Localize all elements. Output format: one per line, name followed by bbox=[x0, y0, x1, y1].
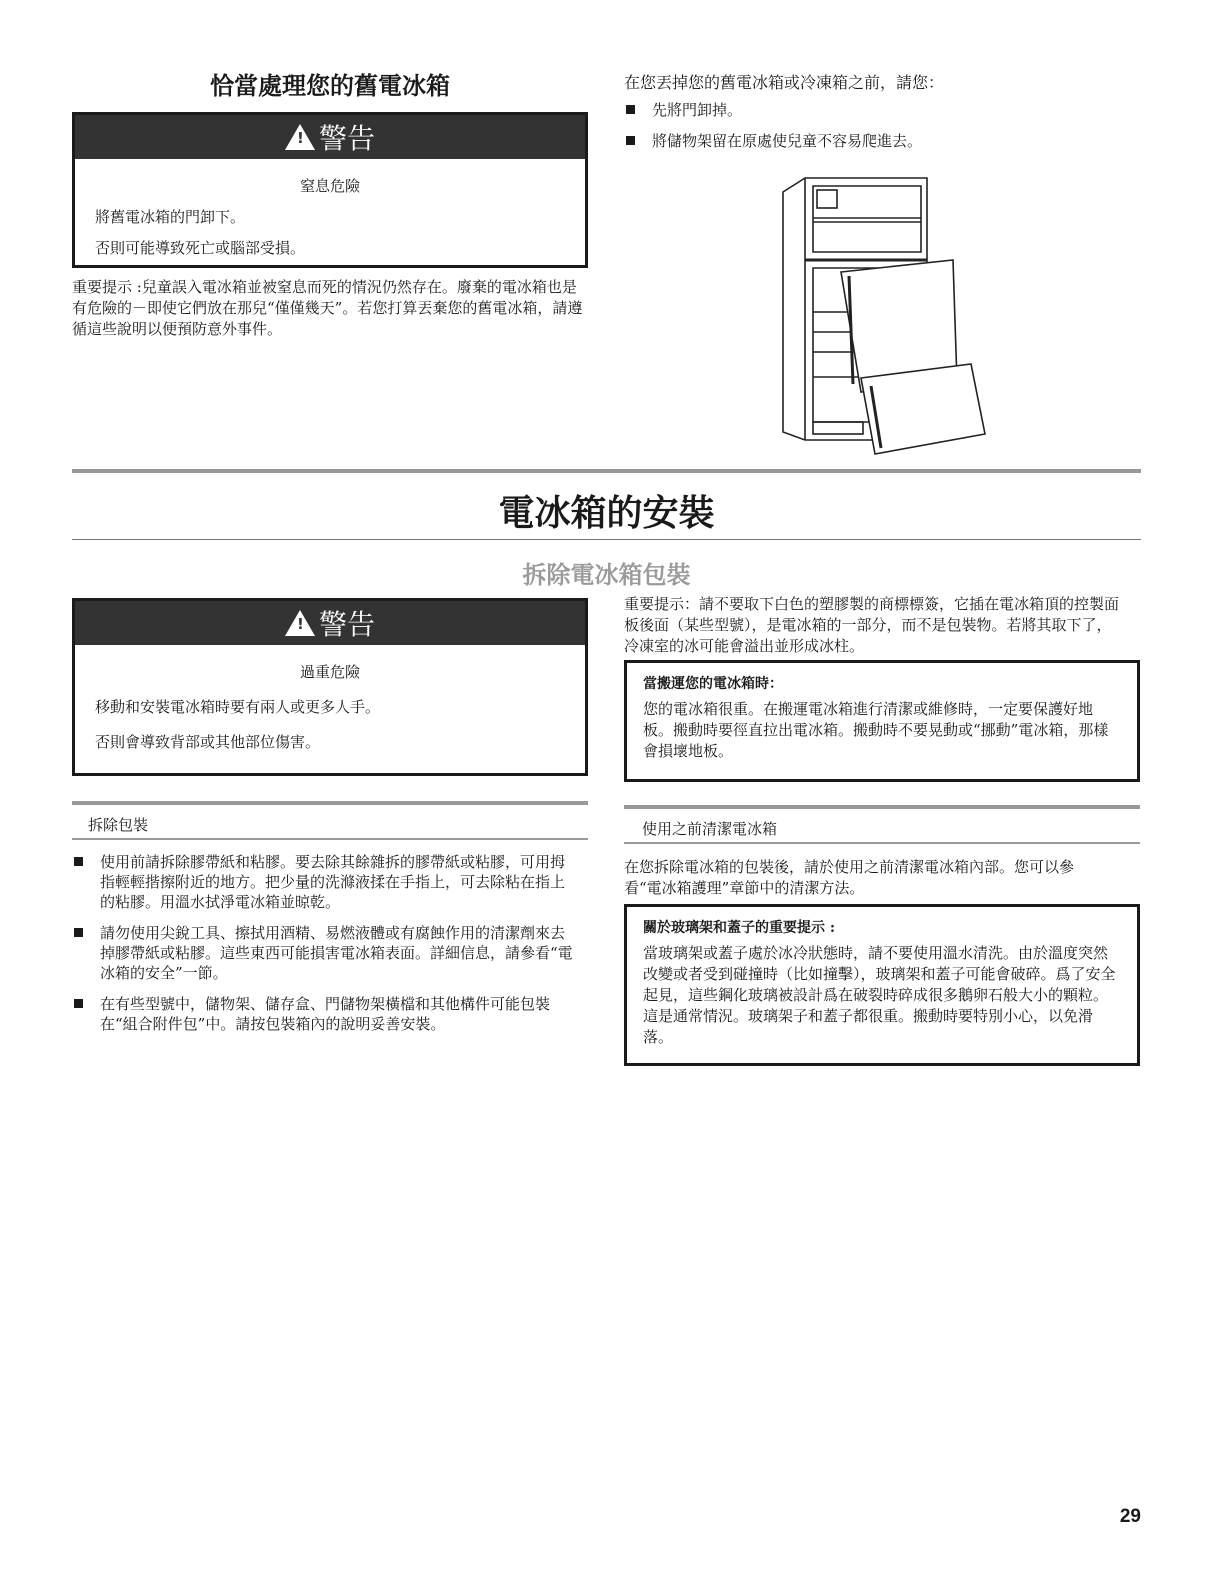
remove-packaging-list bbox=[72, 852, 578, 1045]
glass-shelf-notice-text: 當玻璃架或蓋子處於冰冷狀態時，請不要使用溫水清洗。由於溫度突然改變或者受到碰撞時（比如撞擊），玻璃架和蓋子可能會破碎。爲了安全起見，這些鋼化玻璃被設計爲在破裂時碎成很多鵝卵石般大小的顆粒。這是通常情況。玻璃架子和蓋子都很重。搬動時要特別小心，以免滑落。 bbox=[643, 944, 1116, 1046]
warning-instruction: 移動和安裝電冰箱時要有兩人或更多人手。 bbox=[95, 698, 381, 716]
moving-notice-title: 當搬運您的電冰箱時： bbox=[643, 676, 783, 692]
before-disposal-list bbox=[624, 100, 1144, 162]
glass-shelf-notice-title: 關於玻璃架和蓋子的重要提示 : bbox=[643, 920, 836, 936]
list-item: 在有些型號中，儲物架、儲存盒、門儲物架橫檔和其他構件可能包裝在“組合附件包”中。請按包裝箱內的說明妥善安裝。 bbox=[72, 994, 578, 1034]
warning-subtitle: 窒息危險 bbox=[299, 177, 360, 195]
warning-instruction: 將舊電冰箱的門卸下。 bbox=[95, 208, 246, 226]
warning-box-weight bbox=[72, 598, 588, 776]
warning-header bbox=[75, 115, 585, 159]
before-disposal-title: 在您丟掉您的舊電冰箱或冷凍箱之前，請您： bbox=[624, 73, 945, 92]
warning-header bbox=[75, 601, 585, 645]
list-item: 先將門卸掉。 bbox=[624, 100, 1144, 120]
subsection-rule-bottom bbox=[72, 838, 588, 840]
warning-consequence: 否則會導致背部或其他部位傷害。 bbox=[95, 733, 321, 751]
warning-label: 警告 bbox=[318, 122, 375, 155]
subsection-rule-top bbox=[624, 805, 1140, 809]
refrigerator-doors-removed-illustration bbox=[775, 172, 990, 462]
section-subtitle: 拆除電冰箱包裝 bbox=[522, 560, 691, 589]
warning-consequence: 否則可能導致死亡或腦部受損。 bbox=[95, 239, 306, 257]
remove-packaging-heading: 拆除包裝 bbox=[88, 816, 149, 834]
warning-box-suffocation bbox=[72, 112, 588, 268]
warning-label: 警告 bbox=[318, 608, 375, 641]
list-item: 使用前請拆除膠帶紙和粘膠。要去除其餘雜拆的膠帶紙或粘膠，可用拇指輕輕揩擦附近的地方。把少量的洗滌液揉在手指上，可去除粘在指上的粘膠。用溫水拭淨電冰箱並晾乾。 bbox=[72, 852, 578, 912]
list-item: 將儲物架留在原處使兒童不容易爬進去。 bbox=[624, 131, 1144, 151]
glass-shelf-notice-box bbox=[624, 904, 1140, 1066]
warning-subtitle: 過重危險 bbox=[299, 663, 360, 681]
important-note-label: 重要提示：請不要取下白色的塑膠製的商標標簽，它插在電冰箱頂的控製面板後面（某些型號），是電冰箱的一部分，而不是包裝物。若將其取下了，冷凍室的冰可能會溢出並形成冰柱。 bbox=[624, 595, 1120, 655]
clean-before-use-text: 在您拆除電冰箱的包裝後，請於使用之前清潔電冰箱內部。您可以參看“電冰箱護理”章節中的清潔方法。 bbox=[624, 858, 1075, 897]
section-heading-old-fridge: 恰當處理您的舊電冰箱 bbox=[210, 71, 450, 100]
clean-before-use-heading: 使用之前清潔電冰箱 bbox=[642, 820, 778, 838]
warning-triangle-icon: ! bbox=[285, 124, 315, 150]
subsection-rule-top bbox=[72, 801, 588, 805]
moving-notice-text: 您的電冰箱很重。在搬運電冰箱進行清潔或維修時，一定要保護好地板。搬動時要徑直拉出電冰箱。搬動時不要晃動或“挪動”電冰箱，那樣會損壞地板。 bbox=[643, 700, 1109, 760]
title-underline bbox=[72, 539, 1141, 540]
warning-triangle-icon: ! bbox=[285, 610, 315, 636]
section-divider bbox=[72, 469, 1141, 473]
list-item: 請勿使用尖銳工具、擦拭用酒精、易燃液體或有腐蝕作用的清潔劑來去掉膠帶紙或粘膠。這些東西可能損害電冰箱表面。詳細信息，請參看“電冰箱的安全”一節。 bbox=[72, 923, 578, 983]
page-number: 29 bbox=[1119, 1506, 1141, 1527]
moving-notice-box bbox=[624, 660, 1140, 782]
subsection-rule-bottom bbox=[624, 842, 1140, 844]
page-title: 電冰箱的安裝 bbox=[498, 492, 715, 534]
important-note-old-fridge: 重要提示 :兒童誤入電冰箱並被窒息而死的情況仍然存在。廢棄的電冰箱也是有危險的－即使它們放在那兒“僅僅幾天”。若您打算丟棄您的舊電冰箱，請遵循這些說明以便預防意外事件。 bbox=[72, 278, 583, 338]
